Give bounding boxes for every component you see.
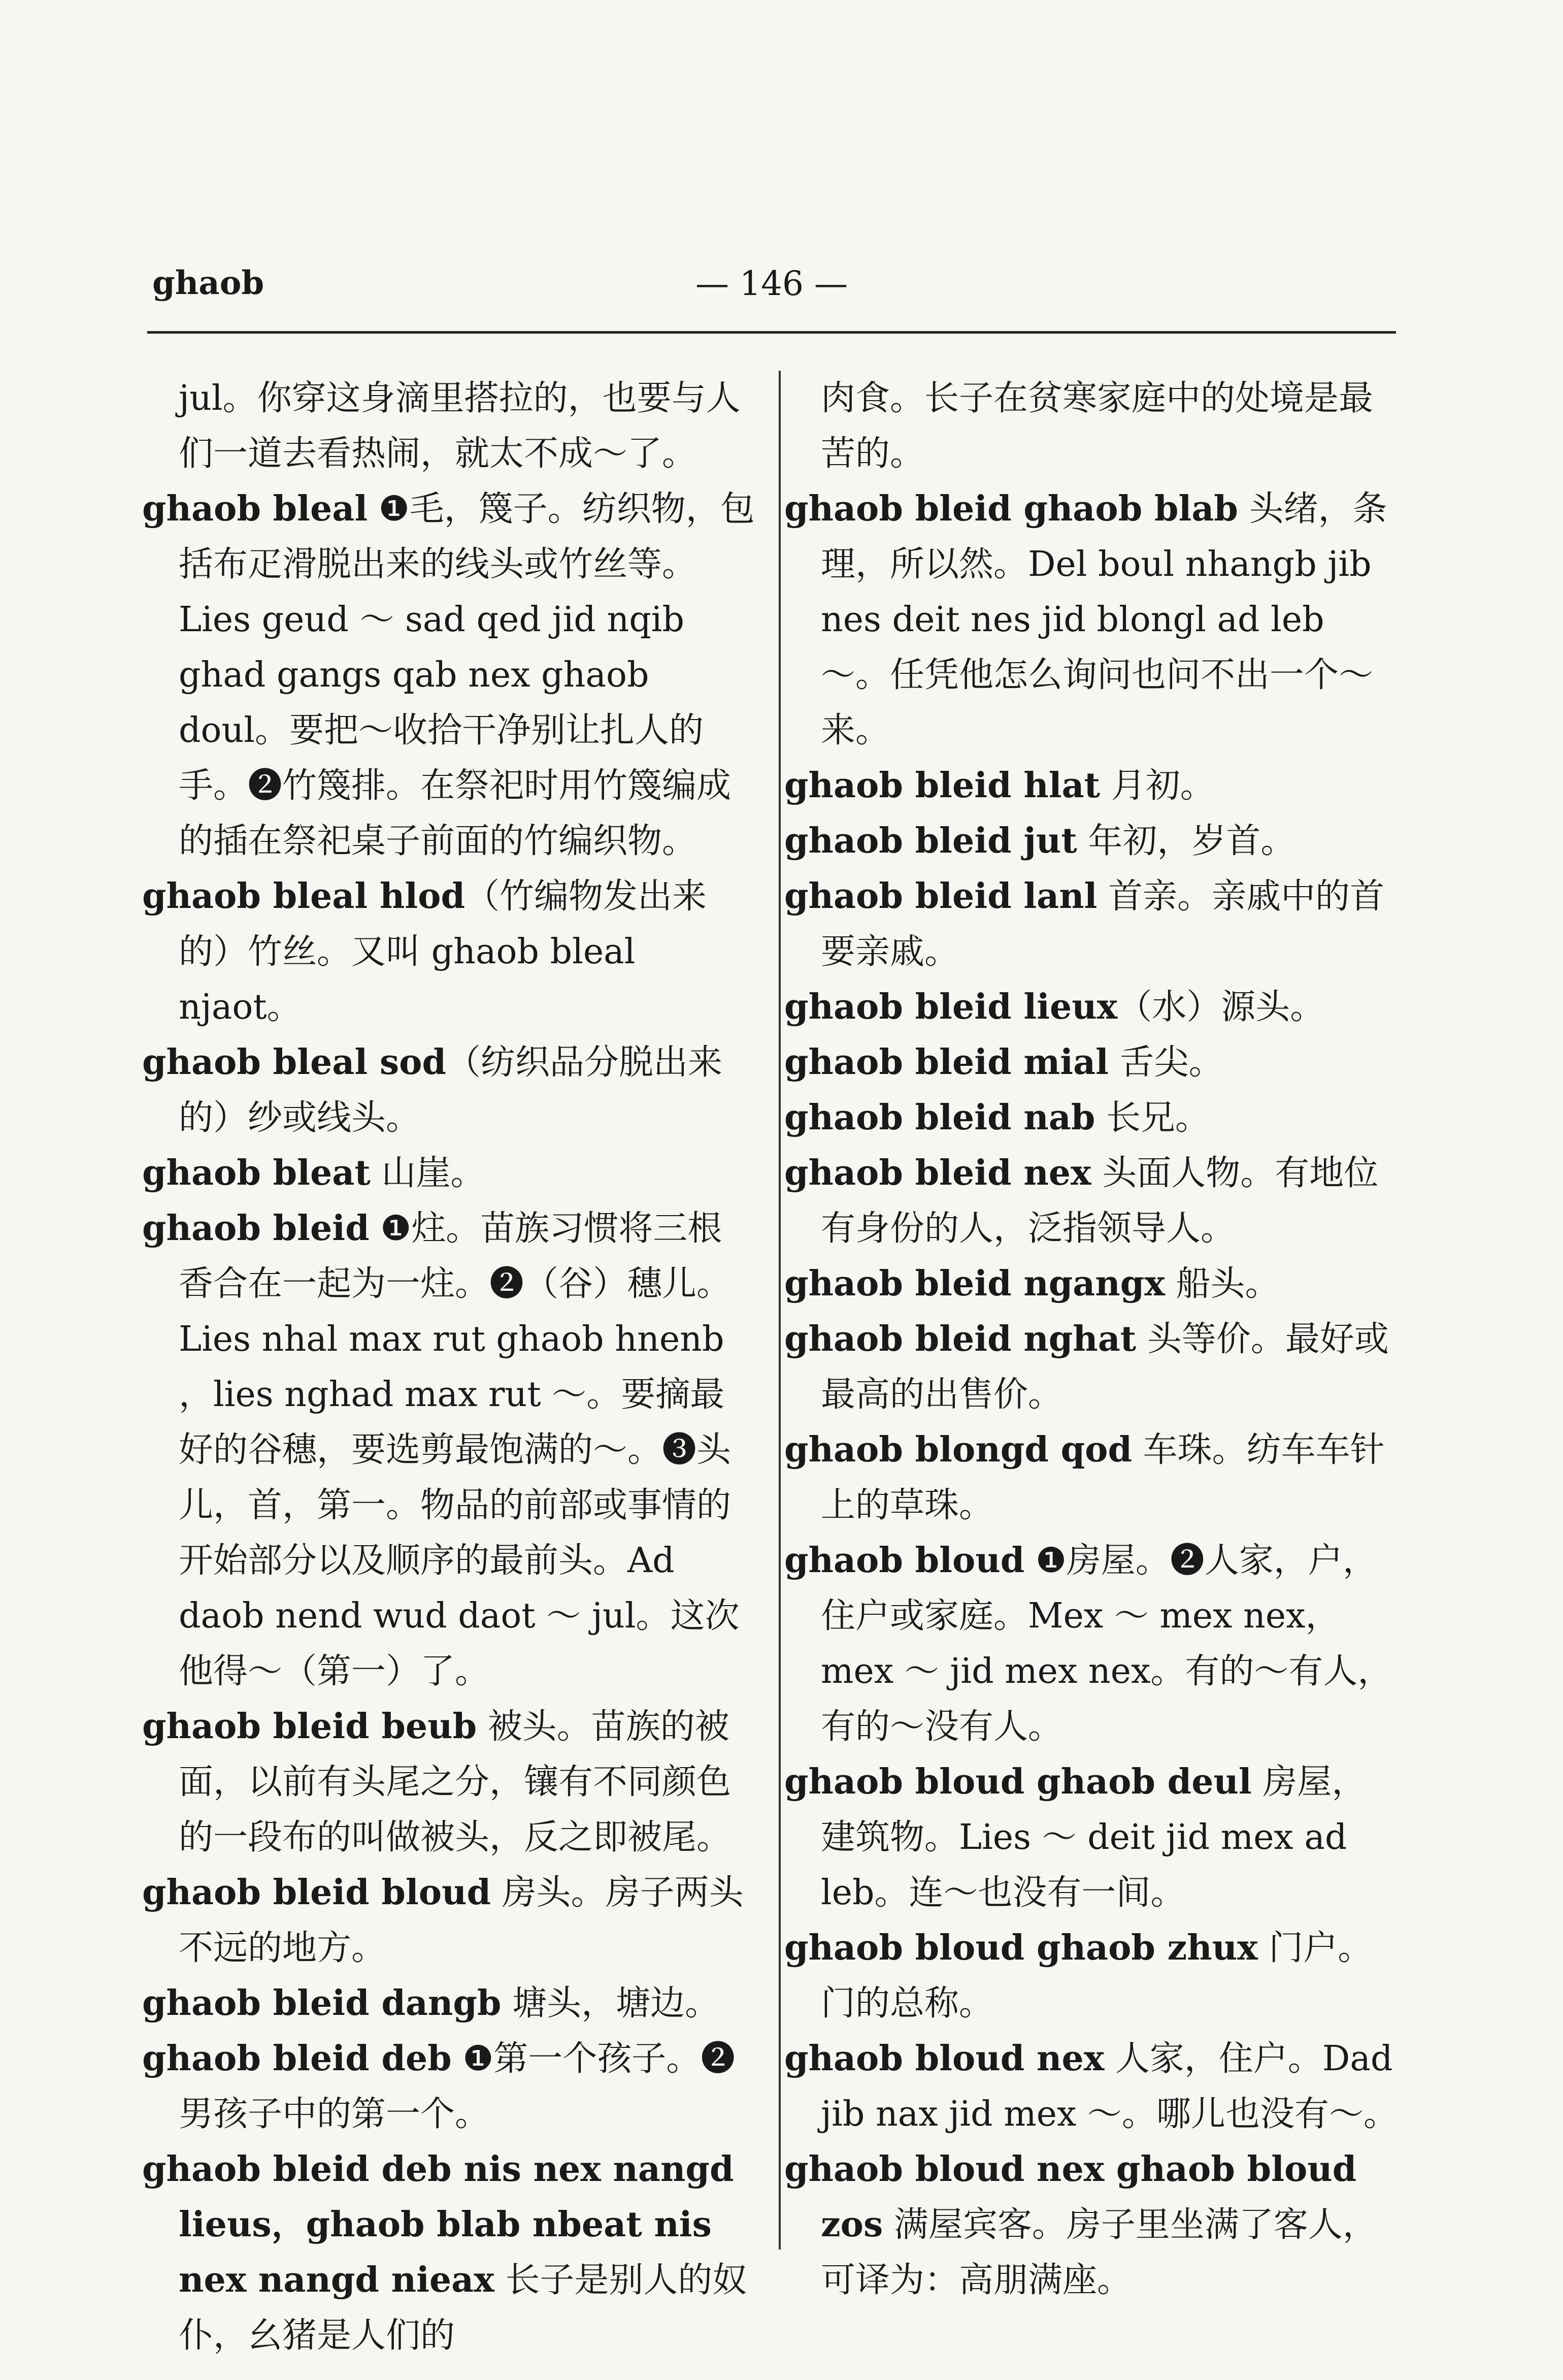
dictionary-entry bbox=[142, 1201, 756, 1699]
entry-definition: （水）源头。 bbox=[1117, 987, 1325, 1027]
entry-definition: 头面人物。有地位有身份的人，泛指领导人。 bbox=[821, 1153, 1379, 1249]
entry-headword: ghaob bleid ghaob blab bbox=[784, 488, 1238, 529]
dictionary-entry bbox=[142, 1699, 756, 1865]
dictionary-entry bbox=[784, 1090, 1399, 1146]
dictionary-entry bbox=[784, 1920, 1399, 2031]
dictionary-entry bbox=[142, 2031, 756, 2142]
entry-headword: ghaob bleal sod bbox=[142, 1042, 447, 1083]
entry-definition: 年初，岁首。 bbox=[1088, 821, 1295, 861]
page-header bbox=[152, 259, 1391, 325]
dictionary-entry bbox=[784, 1035, 1399, 1090]
dictionary-entry bbox=[142, 2142, 756, 2363]
entry-headword: ghaob bleid lieux bbox=[784, 987, 1118, 1027]
entry-headword: ghaob blongd qod bbox=[784, 1429, 1133, 1470]
page-number: — 146 — bbox=[695, 264, 848, 303]
dictionary-entry bbox=[142, 1146, 756, 1201]
entry-definition: ❶房屋。❷人家，户，住户或家庭。Mex ～ mex nex，mex ～ jid mex nex。有的～有人，有的～没有人。 bbox=[821, 1541, 1392, 1747]
entry-headword: ghaob bloud ghaob deul bbox=[784, 1762, 1252, 1802]
entry-definition: ❶第一个孩子。❷男孩子中的第一个。 bbox=[179, 2039, 736, 2134]
dictionary-entry bbox=[784, 1312, 1399, 1422]
entry-definition: 舌尖。 bbox=[1119, 1042, 1223, 1083]
entry-headword: ghaob bleid nex bbox=[784, 1153, 1091, 1193]
entry-headword: ghaob bleid hlat bbox=[784, 765, 1101, 806]
entry-definition: 月初。 bbox=[1111, 766, 1215, 806]
dictionary-entry bbox=[784, 2142, 1399, 2308]
entry-definition: 首亲。亲戚中的首要亲戚。 bbox=[821, 876, 1385, 972]
entry-definition: 门户。门的总称。 bbox=[821, 1928, 1373, 2024]
dictionary-entry bbox=[784, 813, 1399, 869]
dictionary-entry bbox=[142, 1865, 756, 1976]
entry-headword: ghaob bloud nex bbox=[784, 2038, 1105, 2079]
entry-headword: ghaob bleid jut bbox=[784, 821, 1077, 861]
entry-headword: ghaob bloud bbox=[784, 1540, 1025, 1581]
dictionary-entry bbox=[784, 481, 1399, 758]
entry-definition: 长子是别人的奴仆，幺猪是人们的 bbox=[179, 2260, 747, 2356]
dictionary-entry: 肉食。长子在贫寒家庭中的处境是最苦的。 bbox=[821, 378, 1374, 474]
dictionary-entry bbox=[142, 1035, 756, 1146]
entry-headword: ghaob bleid deb bbox=[142, 2038, 452, 2079]
entry-definition: 头等价。最好或最高的出售价。 bbox=[821, 1319, 1389, 1415]
entry-definition: （纺织品分脱出来的）纱或线头。 bbox=[179, 1042, 723, 1138]
dictionary-entry bbox=[784, 758, 1399, 813]
running-headword: ghaob bbox=[152, 264, 264, 302]
entry-headword: ghaob bleid beub bbox=[142, 1706, 477, 1747]
entry-definition: ❶毛，篾子。纺织物，包括布疋滑脱出来的线头或竹丝等。Lies geud ～ sad qed jid nqib ghad gangs qab nex ghaob doul。要把～收拾干净别让扎人的手。❷竹篾排。在祭祀时用竹篾编成的插在祭祀桌子前面的竹编织物。 bbox=[179, 489, 755, 861]
column-divider bbox=[779, 371, 781, 2249]
right-column bbox=[784, 371, 1399, 2308]
header-rule bbox=[147, 331, 1396, 334]
entry-headword: ghaob bleid nghat bbox=[784, 1319, 1137, 1359]
entry-definition: 被头。苗族的被面，以前有头尾之分，镶有不同颜色的一段布的叫做被头，反之即被尾。 bbox=[179, 1707, 731, 1857]
left-column bbox=[142, 371, 756, 2363]
entry-headword: ghaob bleat bbox=[142, 1153, 371, 1193]
entry-headword: ghaob bleid dangb bbox=[142, 1983, 502, 2024]
dictionary-entry bbox=[784, 1422, 1399, 1533]
entry-definition: 长兄。 bbox=[1106, 1098, 1210, 1138]
entry-headword: ghaob bleal bbox=[142, 488, 368, 529]
dictionary-entry bbox=[784, 1754, 1399, 1920]
entry-headword: ghaob bleid ngangx bbox=[784, 1263, 1165, 1304]
dictionary-entry: jul。你穿这身滴里搭拉的，也要与人们一道去看热闹，就太不成～了。 bbox=[179, 378, 741, 474]
entry-definition: （竹编物发出来的）竹丝。又叫 ghaob bleal njaot。 bbox=[179, 876, 707, 1027]
entry-definition: 塘头，塘边。 bbox=[512, 1983, 720, 2024]
entry-definition: 头绪，条理，所以然。Del boul nhangb jib nes deit nes jid blongl ad leb ～。任凭他怎么询问也问不出一个～来。 bbox=[821, 489, 1387, 751]
entry-headword: ghaob bleid lanl bbox=[784, 876, 1098, 917]
entry-headword: ghaob bleid bbox=[142, 1208, 370, 1249]
entry-headword: ghaob bleid deb nis nex nangd lieus，ghaob blab nbeat nis nex nangd nieax bbox=[142, 2149, 734, 2300]
dictionary-entry bbox=[784, 1256, 1399, 1312]
entry-definition: 船头。 bbox=[1176, 1264, 1280, 1304]
entry-definition: 满屋宾客。房子里坐满了客人，可译为：高朋满座。 bbox=[821, 2205, 1377, 2300]
dictionary-entry bbox=[142, 481, 756, 869]
entry-definition: 房屋，建筑物。Lies ～ deit jid mex ad leb。连～也没有一间。 bbox=[821, 1762, 1367, 1913]
entry-definition: ❶炷。苗族习惯将三根香合在一起为一炷。❷（谷）穗儿。Lies nhal max rut ghaob hnenb ，lies nghad max rut ～。要摘最好的谷穗，要选剪最饱满的～。❸头儿，首，第一。物品的前部或事情的开始部分以及顺序的最前头。Ad daob nend wud daot ～ jul。这次他得～（第一）了。 bbox=[179, 1209, 740, 1691]
entry-headword: ghaob bloud nex ghaob bloud zos bbox=[784, 2149, 1357, 2245]
entry-headword: ghaob bleid bloud bbox=[142, 1872, 491, 1913]
entry-headword: ghaob bleal hlod bbox=[142, 876, 465, 917]
entry-definition: 人家，住户。Dad jib nax jid mex ～。哪儿也没有～。 bbox=[821, 2039, 1398, 2134]
dictionary-entry bbox=[142, 1976, 756, 2031]
entry-definition: 车珠。纺车车针上的草珠。 bbox=[821, 1430, 1385, 1525]
dictionary-entry bbox=[784, 869, 1399, 980]
dictionary-entry bbox=[142, 869, 756, 1035]
entry-headword: ghaob bleid nab bbox=[784, 1097, 1095, 1138]
dictionary-entry bbox=[784, 980, 1399, 1035]
entry-definition: 山崖。 bbox=[381, 1153, 485, 1193]
dictionary-entry bbox=[784, 2031, 1399, 2142]
entry-definition: 房头。房子两头不远的地方。 bbox=[179, 1873, 744, 1968]
entry-headword: ghaob bleid mial bbox=[784, 1042, 1109, 1083]
dictionary-entry bbox=[784, 1146, 1399, 1256]
dictionary-entry bbox=[784, 1533, 1399, 1754]
entry-headword: ghaob bloud ghaob zhux bbox=[784, 1928, 1258, 1968]
